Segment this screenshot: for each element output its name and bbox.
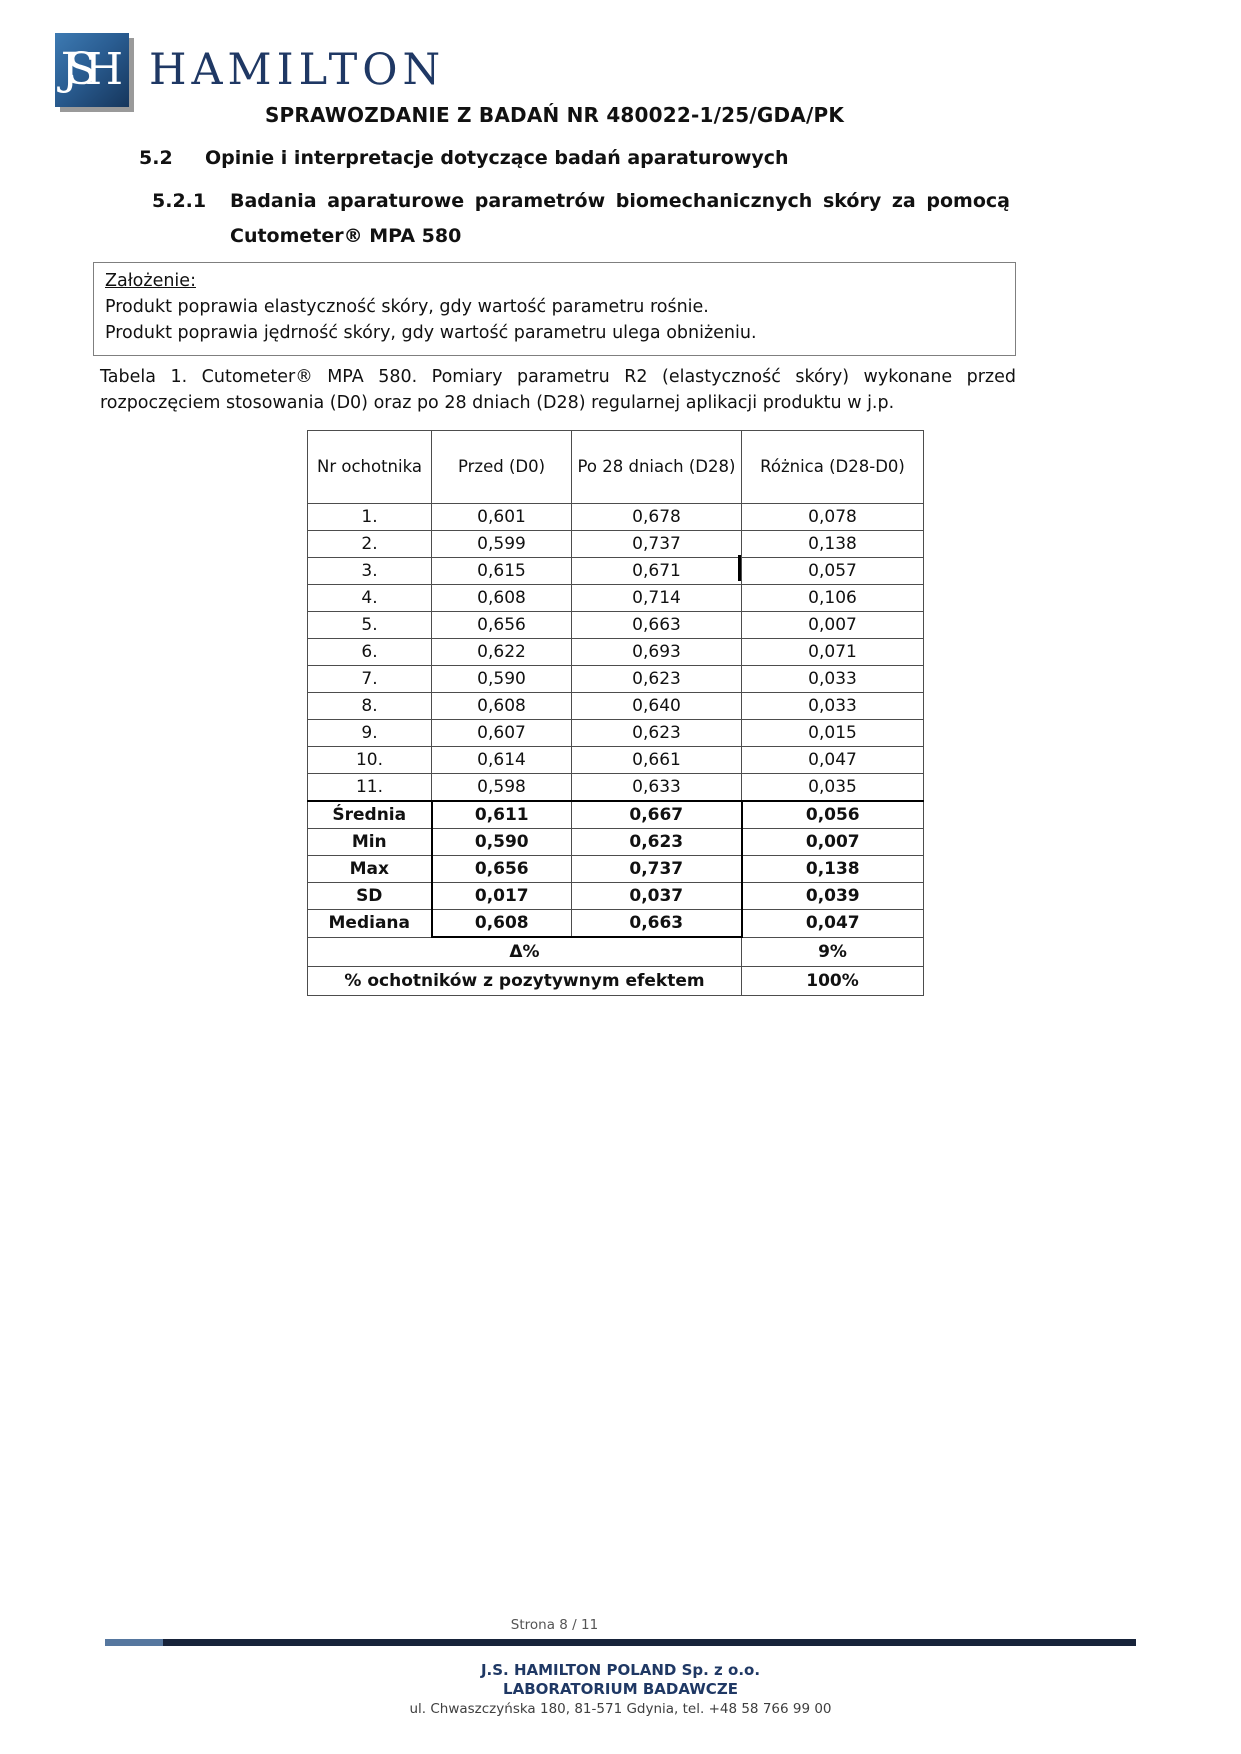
assumption-line: Produkt poprawia elastyczność skóry, gdy wartość parametru rośnie.	[105, 297, 709, 317]
cell: 0,737	[572, 531, 742, 558]
subsection-title	[230, 184, 1010, 254]
stats-cell: SD	[308, 883, 432, 910]
stats-cell: 0,608	[432, 910, 572, 938]
cell: 0,601	[432, 504, 572, 531]
footer	[0, 1660, 1241, 1719]
cell: 0,071	[742, 639, 924, 666]
cell: 0,656	[432, 612, 572, 639]
table-row	[308, 585, 924, 612]
table-row	[308, 720, 924, 747]
cell: 0,106	[742, 585, 924, 612]
stats-cell: 0,047	[742, 910, 924, 938]
cell: 0,714	[572, 585, 742, 612]
cell: 0,047	[742, 747, 924, 774]
results-table	[307, 430, 924, 996]
cell: 10.	[308, 747, 432, 774]
stats-row	[308, 856, 924, 883]
stats-cell: 0,007	[742, 829, 924, 856]
cell: 4.	[308, 585, 432, 612]
cell: 0,599	[432, 531, 572, 558]
cell: 1.	[308, 504, 432, 531]
stats-cell: Min	[308, 829, 432, 856]
section-heading-5-2	[139, 147, 789, 169]
footer-lab: LABORATORIUM BADAWCZE	[503, 1680, 738, 1698]
cell: 0,608	[432, 585, 572, 612]
cell: 7.	[308, 666, 432, 693]
stats-row	[308, 801, 924, 829]
cell: 0,598	[432, 774, 572, 802]
subsection-number: 5.2.1	[152, 190, 207, 212]
cell: 3.	[308, 558, 432, 585]
cell: 11.	[308, 774, 432, 802]
stats-cell: 0,590	[432, 829, 572, 856]
delta-row	[308, 937, 924, 967]
cell: 0,640	[572, 693, 742, 720]
delta-label: Δ%	[308, 937, 742, 967]
cell: 0,622	[432, 639, 572, 666]
cell: 0,623	[572, 666, 742, 693]
positive-effect-value: 100%	[742, 967, 924, 996]
report-title: SPRAWOZDANIE Z BADAŃ NR 480022-1/25/GDA/PK	[264, 103, 845, 127]
subsection-title-line2: Cutometer® MPA 580	[230, 225, 462, 247]
table-row	[308, 747, 924, 774]
cell: 0,035	[742, 774, 924, 802]
column-header: Przed (D0)	[432, 431, 572, 504]
cell: 0,661	[572, 747, 742, 774]
cell: 8.	[308, 693, 432, 720]
cell: 0,623	[572, 720, 742, 747]
cell: 9.	[308, 720, 432, 747]
stats-cell: 0,138	[742, 856, 924, 883]
stats-cell: 0,656	[432, 856, 572, 883]
cell: 0,693	[572, 639, 742, 666]
stats-cell: 0,037	[572, 883, 742, 910]
delta-value: 9%	[742, 937, 924, 967]
table-row	[308, 774, 924, 802]
cell: 5.	[308, 612, 432, 639]
cell: 0,663	[572, 612, 742, 639]
table-row	[308, 504, 924, 531]
table-body	[308, 504, 924, 996]
footer-company: J.S. HAMILTON POLAND Sp. z o.o.	[480, 1661, 761, 1679]
cell: 0,078	[742, 504, 924, 531]
stats-cell: 0,039	[742, 883, 924, 910]
footer-divider-bar	[105, 1639, 1136, 1646]
table-caption-line1: Tabela 1. Cutometer® MPA 580. Pomiary parametru R2 (elastyczność skóry) wykonane przed	[100, 367, 1016, 387]
subsection-title-line1: Badania aparaturowe parametrów biomechanicznych skóry za pomocą	[230, 190, 1010, 212]
cell: 0,614	[432, 747, 572, 774]
cell: 0,671	[572, 558, 742, 585]
table-row	[308, 666, 924, 693]
assumption-heading: Założenie:	[105, 271, 196, 291]
table-row	[308, 612, 924, 639]
table-caption-line2: rozpoczęciem stosowania (D0) oraz po 28 dniach (D28) regularnej aplikacji produktu w j.p.	[100, 393, 895, 413]
stats-cell: 0,667	[572, 801, 742, 829]
cell: 0,615	[432, 558, 572, 585]
cell: 0,033	[742, 666, 924, 693]
cell: 0,057	[742, 558, 924, 585]
column-header: Po 28 dniach (D28)	[572, 431, 742, 504]
header-row	[308, 431, 924, 504]
column-header: Różnica (D28-D0)	[742, 431, 924, 504]
brand-name: HAMILTON	[149, 44, 446, 95]
table-head	[308, 431, 924, 504]
section-heading-5-2-1	[152, 184, 1010, 254]
footer-divider-accent	[105, 1639, 163, 1646]
section-title: Opinie i interpretacje dotyczące badań aparaturowych	[205, 147, 789, 169]
positive-effect-label: % ochotników z pozytywnym efektem	[308, 967, 742, 996]
cell: 0,007	[742, 612, 924, 639]
positive-effect-row	[308, 967, 924, 996]
stats-cell: Mediana	[308, 910, 432, 938]
cell: 6.	[308, 639, 432, 666]
table-row	[308, 531, 924, 558]
cell: 0,138	[742, 531, 924, 558]
column-header: Nr ochotnika	[308, 431, 432, 504]
jsh-logo-icon	[55, 33, 129, 107]
text-cursor-artifact	[738, 555, 741, 581]
stats-cell: 0,611	[432, 801, 572, 829]
stats-cell: 0,663	[572, 910, 742, 938]
stats-row	[308, 829, 924, 856]
cell: 0,033	[742, 693, 924, 720]
stats-row	[308, 910, 924, 938]
cell: 0,590	[432, 666, 572, 693]
page-indicator: Strona 8 / 11	[510, 1617, 599, 1633]
stats-cell: 0,017	[432, 883, 572, 910]
footer-address: ul. Chwaszczyńska 180, 81-571 Gdynia, tel. +48 58 766 99 00	[409, 1701, 832, 1717]
stats-cell: 0,737	[572, 856, 742, 883]
company-logo	[55, 33, 445, 107]
cell: 0,608	[432, 693, 572, 720]
table-row	[308, 558, 924, 585]
cell: 0,015	[742, 720, 924, 747]
cell: 0,607	[432, 720, 572, 747]
stats-row	[308, 883, 924, 910]
assumption-box	[93, 262, 1016, 356]
stats-cell: Max	[308, 856, 432, 883]
table-row	[308, 639, 924, 666]
stats-cell: 0,056	[742, 801, 924, 829]
cell: 2.	[308, 531, 432, 558]
stats-cell: Średnia	[308, 801, 432, 829]
cell: 0,633	[572, 774, 742, 802]
stats-cell: 0,623	[572, 829, 742, 856]
assumption-line: Produkt poprawia jędrność skóry, gdy wartość parametru ulega obniżeniu.	[105, 323, 757, 343]
logo-monogram: JSH	[60, 44, 112, 95]
cell: 0,678	[572, 504, 742, 531]
section-number: 5.2	[139, 147, 173, 169]
table-row	[308, 693, 924, 720]
table-caption	[100, 364, 1016, 416]
